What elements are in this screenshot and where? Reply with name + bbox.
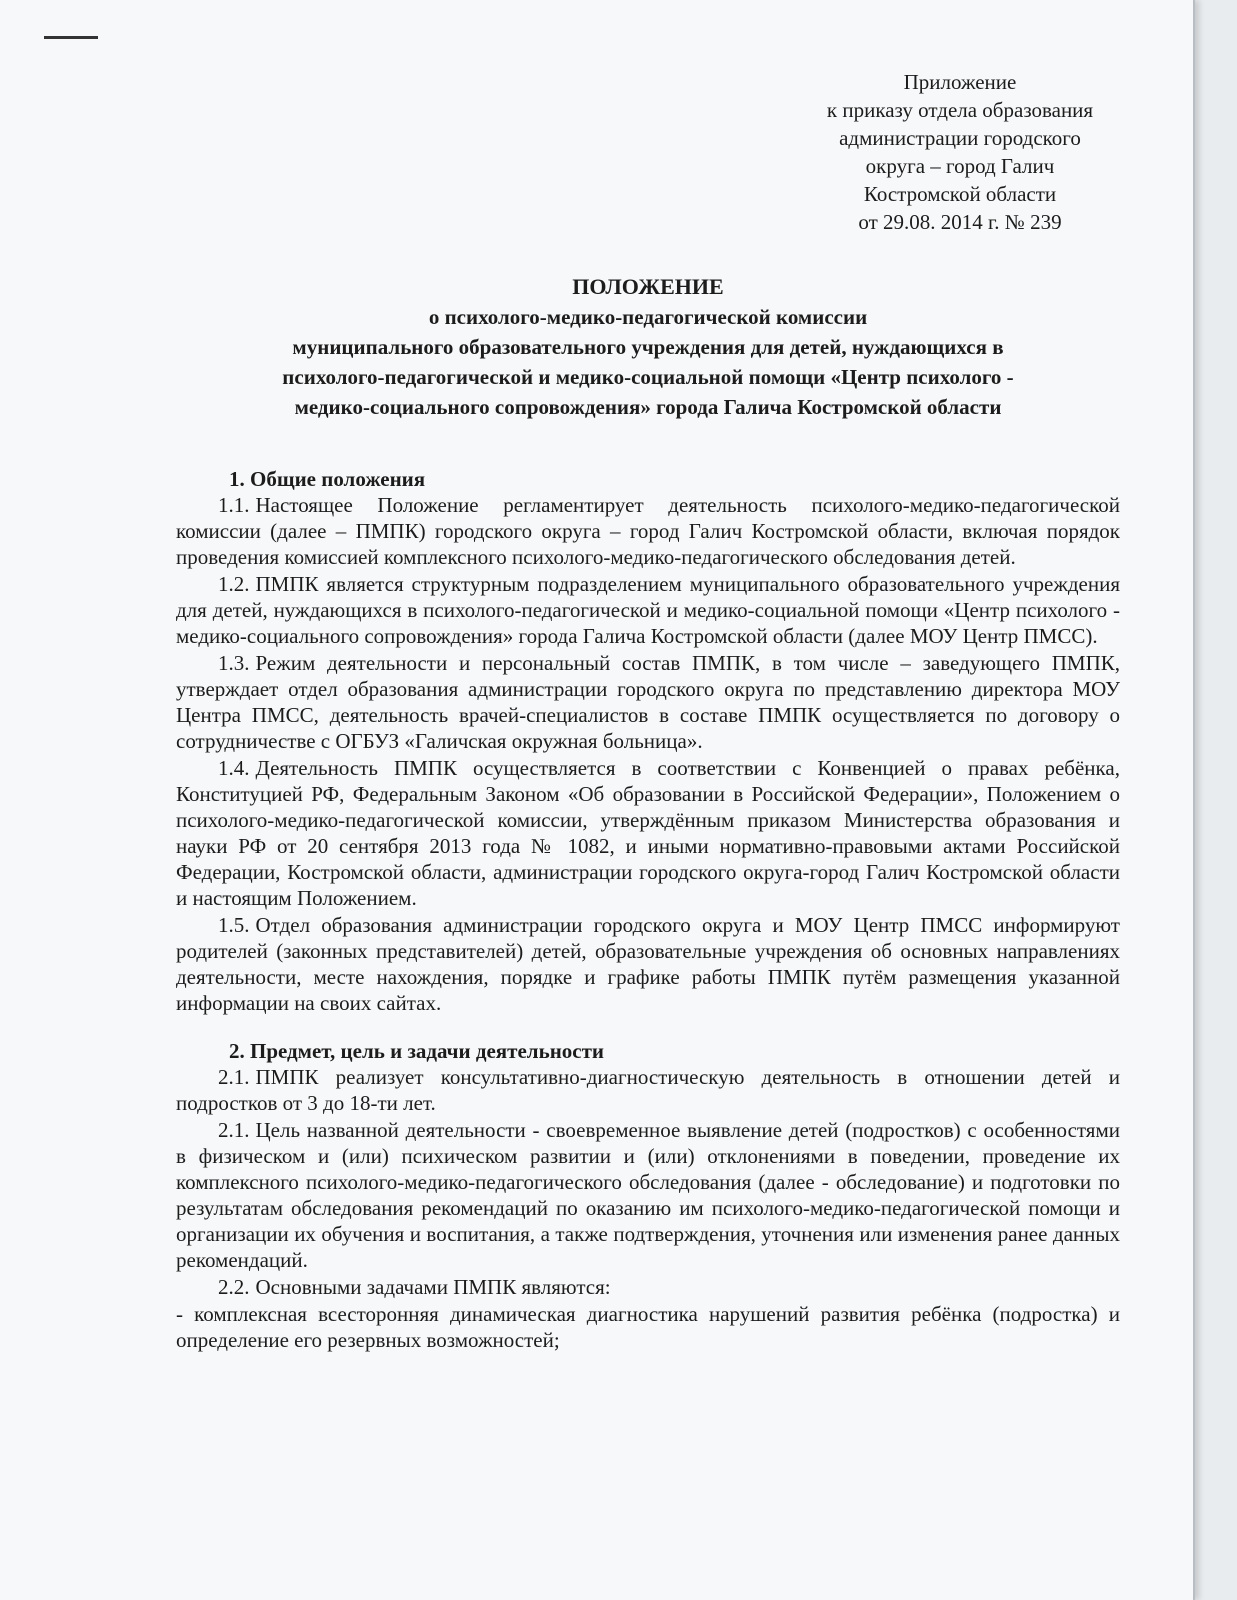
- paragraph-number: 2.1.: [218, 1118, 250, 1142]
- paragraph: [176, 571, 1120, 649]
- paragraph-number: 1.2.: [218, 572, 250, 596]
- paragraph-text: Деятельность ПМПК осуществляется в соответствии с Конвенцией о правах ребёнка, Конституцией РФ, Федеральным Законом «Об образовании в Российской Федерации», Положением о психолого-медико-педагогической комиссии, утверждённым приказом Министерства образования и науки РФ от 20 сентября 2013 года № 1082, и иными нормативно-правовыми актами Российской Федерации, Костромской области, администрации городского округа-город Галич Костромской области и настоящим Положением.: [176, 756, 1120, 910]
- paragraph-number: 1.1.: [218, 493, 250, 517]
- paragraph-number: 1.5.: [218, 913, 250, 937]
- document-body: [176, 466, 1120, 1354]
- title-line: психолого-педагогической и медико-социальной помощи «Центр психолого -: [282, 365, 1014, 389]
- title-main: ПОЛОЖЕНИЕ: [572, 274, 724, 299]
- paragraph: [176, 912, 1120, 1016]
- paragraph: [176, 1064, 1120, 1116]
- appendix-line: Приложение: [903, 70, 1017, 94]
- section-heading: 2. Предмет, цель и задачи деятельности: [229, 1039, 605, 1063]
- paragraph: [176, 1117, 1120, 1273]
- paragraph: [176, 492, 1120, 570]
- paragraph-text: ПМПК является структурным подразделением муниципального образовательного учреждения для детей, нуждающихся в психолого-педагогической и медико-социальной помощи «Центр психолого - медико-социального сопровождения» города Галича Костромской области (далее МОУ Центр ПМСС).: [176, 572, 1120, 648]
- appendix-block: [810, 68, 1110, 236]
- title-line: о психолого-медико-педагогической комиссии: [428, 305, 868, 329]
- page-edge: [1193, 0, 1195, 1600]
- paragraph-number: 1.3.: [218, 651, 250, 675]
- paragraph-text: ПМПК реализует консультативно-диагностическую деятельность в отношении детей и подростков от 3 до 18-ти лет.: [176, 1065, 1120, 1115]
- paragraph-text: Настоящее Положение регламентирует деятельность психолого-медико-педагогической комиссии (далее – ПМПК) городского округа – город Галич Костромской области, включая порядок проведения комиссией комплексного психолого-медико-педагогического обследования детей.: [176, 493, 1120, 569]
- appendix-line: администрации городского: [839, 126, 1081, 150]
- paragraph-text: Режим деятельности и персональный состав ПМПК, в том числе – заведующего ПМПК, утверждает отдел образования администрации городского округа по представлению директора МОУ Центра ПМСС, деятельность врачей-специалистов в составе ПМПК осуществляется по договору о сотрудничестве с ОГБУЗ «Галичская окружная больница».: [176, 651, 1120, 753]
- appendix-line: округа – город Галич: [865, 154, 1055, 178]
- paragraph-text: Цель названной деятельности - своевременное выявление детей (подростков) с особенностями в физическом и (или) психическом развитии и (или) отклонениями в поведении, проведение их комплексного психолого-медико-педагогического обследования (далее - обследование) и подготовки по результатам обследования рекомендаций по оказанию им психолого-медико-педагогической помощи и организации их обучения и воспитания, а также подтверждения, уточнения или изменения ранее данных рекомендаций.: [176, 1118, 1120, 1272]
- paragraph-text: Отдел образования администрации городского округа и МОУ Центр ПМСС информируют родителей (законных представителей) детей, образовательные учреждения об основных направлениях деятельности, месте нахождения, порядке и графике работы ПМПК путём размещения указанной информации на своих сайтах.: [176, 913, 1120, 1015]
- list-item: - комплексная всесторонняя динамическая диагностика нарушений развития ребёнка (подростка) и определение его резервных возможностей;: [176, 1302, 1120, 1352]
- paragraph-number: 1.4.: [218, 756, 250, 780]
- paragraph-number: 2.2.: [218, 1275, 250, 1299]
- paragraph: [176, 650, 1120, 754]
- section-heading: 1. Общие положения: [229, 467, 426, 491]
- paragraph-number: 2.1.: [218, 1065, 250, 1089]
- appendix-line: Костромской области: [863, 182, 1057, 206]
- paragraph: [176, 1274, 1120, 1300]
- title-line: муниципального образовательного учреждения для детей, нуждающихся в: [292, 335, 1004, 359]
- appendix-line: к приказу отдела образования: [826, 98, 1094, 122]
- appendix-line: от 29.08. 2014 г. № 239: [858, 210, 1062, 234]
- title-line: медико-социального сопровождения» города Галича Костромской области: [294, 395, 1002, 419]
- paragraph: [176, 755, 1120, 911]
- paragraph-text: Основными задачами ПМПК являются:: [255, 1275, 611, 1299]
- corner-mark: [44, 36, 98, 39]
- document-title: [176, 272, 1120, 422]
